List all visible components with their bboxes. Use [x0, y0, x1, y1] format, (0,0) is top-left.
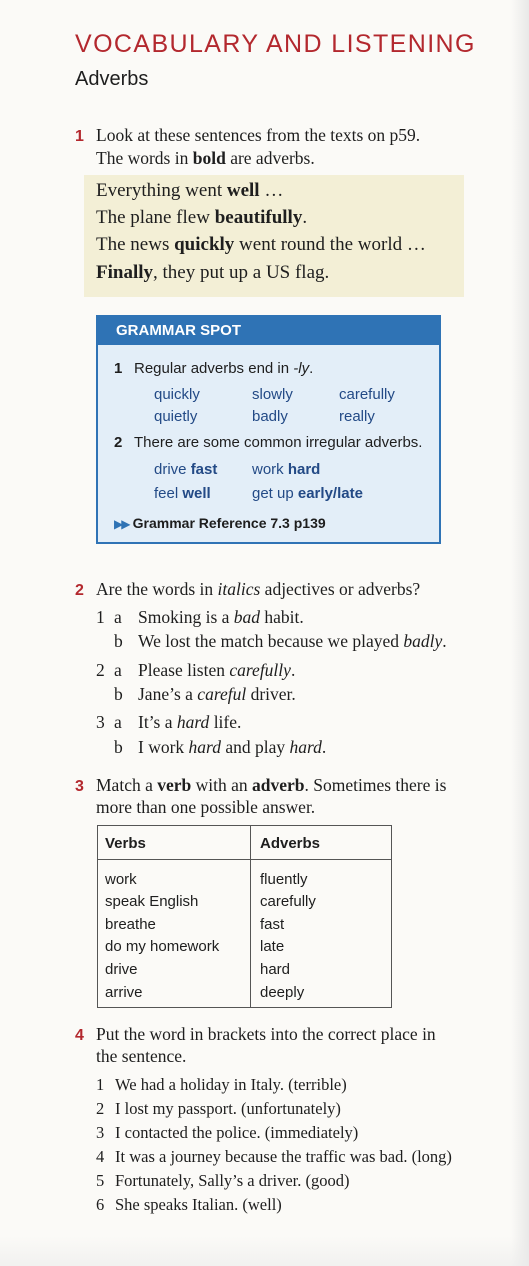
- exercise-2-item: 1 a Smoking is a bad habit.: [96, 607, 304, 627]
- adverb-example: quickly: [154, 386, 200, 403]
- adverb-example: quietly: [154, 408, 198, 425]
- exercise-3-instruction-line2: more than one possible answer.: [96, 797, 316, 817]
- exercise-1-number: 1: [75, 128, 84, 145]
- table-header-verbs: Verbs: [105, 835, 146, 852]
- exercise-3-instruction-line1: Match a verb with an adverb. Sometimes there is: [96, 775, 447, 795]
- table-adverb-cell: carefully: [260, 893, 316, 910]
- verbs-adverbs-table: [97, 825, 392, 1008]
- exercise-2-instruction: Are the words in italics adjectives or adverbs?: [96, 579, 421, 599]
- table-adverb-cell: late: [260, 938, 285, 955]
- table-verb-cell: breathe: [105, 916, 156, 933]
- grammar-spot-body: [98, 345, 439, 542]
- irregular-adverb-example: get up early/late: [252, 485, 363, 502]
- exercise-4-instruction-line2: the sentence.: [96, 1046, 187, 1066]
- table-header-divider: [98, 859, 391, 860]
- table-verb-cell: do my homework: [105, 938, 220, 955]
- table-adverb-cell: hard: [260, 961, 291, 978]
- rule-2-number: 2: [114, 434, 123, 451]
- rule-1-number: 1: [114, 360, 123, 377]
- exercise-2-item: b I work hard and play hard.: [114, 737, 327, 757]
- exercise-4-item: 1 We had a holiday in Italy. (terrible): [96, 1075, 347, 1094]
- exercise-2-item: b We lost the match because we played badly.: [114, 631, 447, 651]
- table-adverb-cell: deeply: [260, 984, 305, 1001]
- table-adverb-cell: fast: [260, 916, 285, 933]
- irregular-adverb-example: feel well: [154, 485, 211, 502]
- page-edge-shadow: [511, 0, 529, 1266]
- exercise-4-item: 5 Fortunately, Sally’s a driver. (good): [96, 1171, 350, 1190]
- exercise-2-number: 2: [75, 582, 84, 599]
- grammar-reference-link[interactable]: ▶▶ Grammar Reference 7.3 p139: [114, 515, 326, 531]
- table-verb-cell: drive: [105, 961, 138, 978]
- table-verb-cell: work: [105, 871, 137, 888]
- rule-2-text: There are some common irregular adverbs.: [134, 434, 423, 451]
- exercise-2-item: b Jane’s a careful driver.: [114, 684, 296, 704]
- section-title: VOCABULARY AND LISTENING: [75, 30, 476, 58]
- adverb-example: badly: [252, 408, 288, 425]
- adverb-example: slowly: [252, 386, 293, 403]
- irregular-adverb-example: drive fast: [154, 461, 218, 478]
- example-sentence: Finally, they put up a US flag.: [96, 262, 330, 283]
- section-subtitle: Adverbs: [75, 68, 149, 90]
- grammar-spot-title: GRAMMAR SPOT: [98, 317, 439, 345]
- exercise-4-item: 2 I lost my passport. (unfortunately): [96, 1099, 341, 1118]
- page-bottom-shade: [0, 1236, 529, 1266]
- exercise-4-number: 4: [75, 1027, 84, 1044]
- table-verb-cell: speak English: [105, 893, 199, 910]
- rule-1-text: Regular adverbs end in -ly.: [134, 360, 314, 377]
- exercise-2-item: 3 a It’s a hard life.: [96, 712, 242, 732]
- table-adverb-cell: fluently: [260, 871, 308, 888]
- double-arrow-icon: ▶▶: [114, 517, 129, 531]
- exercise-4-instruction-line1: Put the word in brackets into the correct place in: [96, 1024, 436, 1044]
- exercise-4-item: 6 She speaks Italian. (well): [96, 1195, 282, 1214]
- exercise-3-number: 3: [75, 778, 84, 795]
- exercise-4-item: 3 I contacted the police. (immediately): [96, 1123, 359, 1142]
- example-sentence: The news quickly went round the world …: [96, 234, 426, 255]
- exercise-2-item: 2 a Please listen carefully.: [96, 660, 296, 680]
- exercise-4-item: 4 It was a journey because the traffic was bad. (long): [96, 1147, 452, 1166]
- adverb-example: carefully: [339, 386, 395, 403]
- example-sentence: The plane flew beautifully.: [96, 207, 308, 228]
- table-column-divider: [250, 826, 251, 1007]
- grammar-spot-box: [96, 315, 441, 544]
- table-header-adverbs: Adverbs: [260, 835, 321, 852]
- exercise-1-instruction-line1: Look at these sentences from the texts on p59.: [96, 125, 421, 145]
- table-verb-cell: arrive: [105, 984, 143, 1001]
- example-sentence: Everything went well …: [96, 180, 284, 201]
- irregular-adverb-example: work hard: [252, 461, 321, 478]
- exercise-1-instruction-line2: The words in bold are adverbs.: [96, 148, 315, 168]
- adverb-example: really: [339, 408, 375, 425]
